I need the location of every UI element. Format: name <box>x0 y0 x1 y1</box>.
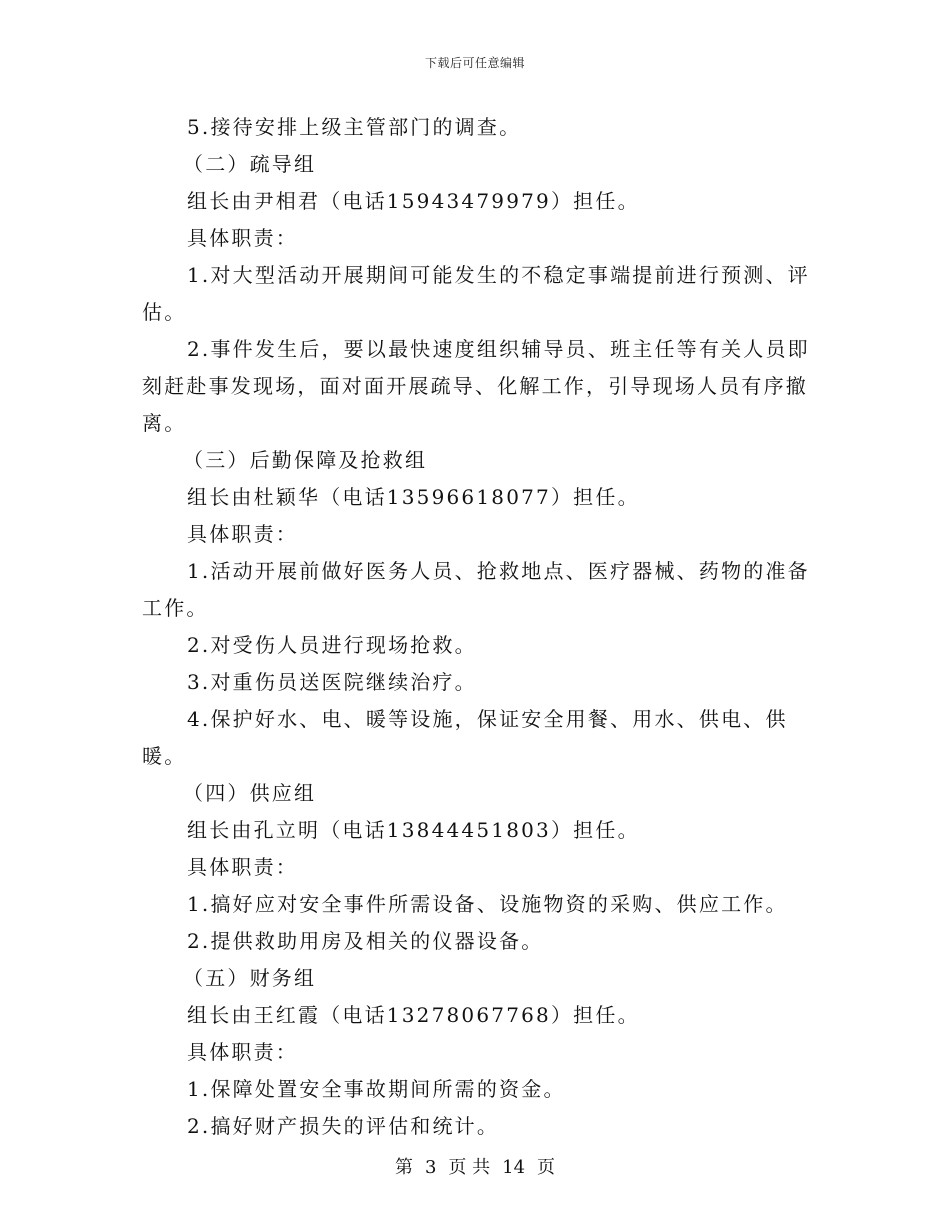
paragraph: 1.保障处置安全事故期间所需的资金。 <box>187 1077 566 1101</box>
page-label-mid: 页 共 <box>448 1157 491 1178</box>
section-heading: （三）后勤保障及抢救组 <box>183 448 428 472</box>
page-footer <box>0 1153 950 1179</box>
current-page-number: 3 <box>424 1157 437 1178</box>
paragraph: 2.提供救助用房及相关的仪器设备。 <box>187 929 544 953</box>
paragraph: 组长由孔立明（电话13844451803）担任。 <box>187 818 640 842</box>
paragraph: 1.活动开展前做好医务人员、抢救地点、医疗器械、药物的准备工作。 <box>142 559 810 620</box>
paragraph: 具体职责： <box>187 855 298 879</box>
section-heading: （二）疏导组 <box>183 152 317 176</box>
paragraph: 5.接待安排上级主管部门的调查。 <box>187 115 522 139</box>
document-body <box>142 109 812 1145</box>
paragraph: 具体职责： <box>187 226 298 250</box>
paragraph: 2.搞好财产损失的评估和统计。 <box>187 1114 500 1138</box>
paragraph: 组长由杜颖华（电话13596618077）担任。 <box>187 485 640 509</box>
section-heading: （五）财务组 <box>183 966 317 990</box>
paragraph: 1.对大型活动开展期间可能发生的不稳定事端提前进行预测、评估。 <box>142 263 810 324</box>
paragraph: 组长由尹相君（电话15943479979）担任。 <box>187 189 640 213</box>
paragraph: 4.保护好水、电、暖等设施，保证安全用餐、用水、供电、供暖。 <box>142 707 788 768</box>
total-pages-number: 14 <box>502 1157 526 1178</box>
paragraph: 1.搞好应对安全事件所需设备、设施物资的采购、供应工作。 <box>187 892 788 916</box>
paragraph: 组长由王红霞（电话13278067768）担任。 <box>187 1003 640 1027</box>
paragraph: 具体职责： <box>187 1040 298 1064</box>
page-header-note: 下载后可任意编辑 <box>424 56 525 70</box>
section-heading: （四）供应组 <box>183 781 317 805</box>
paragraph: 2.事件发生后，要以最快速度组织辅导员、班主任等有关人员即刻赶赴事发现场，面对面开展疏导、化解工作，引导现场人员有序撤离。 <box>142 337 810 435</box>
page-label-suffix: 页 <box>537 1157 556 1178</box>
paragraph: 2.对受伤人员进行现场抢救。 <box>187 633 477 657</box>
paragraph: 3.对重伤员送医院继续治疗。 <box>187 670 477 694</box>
paragraph: 具体职责： <box>187 522 298 546</box>
page-label-prefix: 第 <box>394 1157 413 1178</box>
